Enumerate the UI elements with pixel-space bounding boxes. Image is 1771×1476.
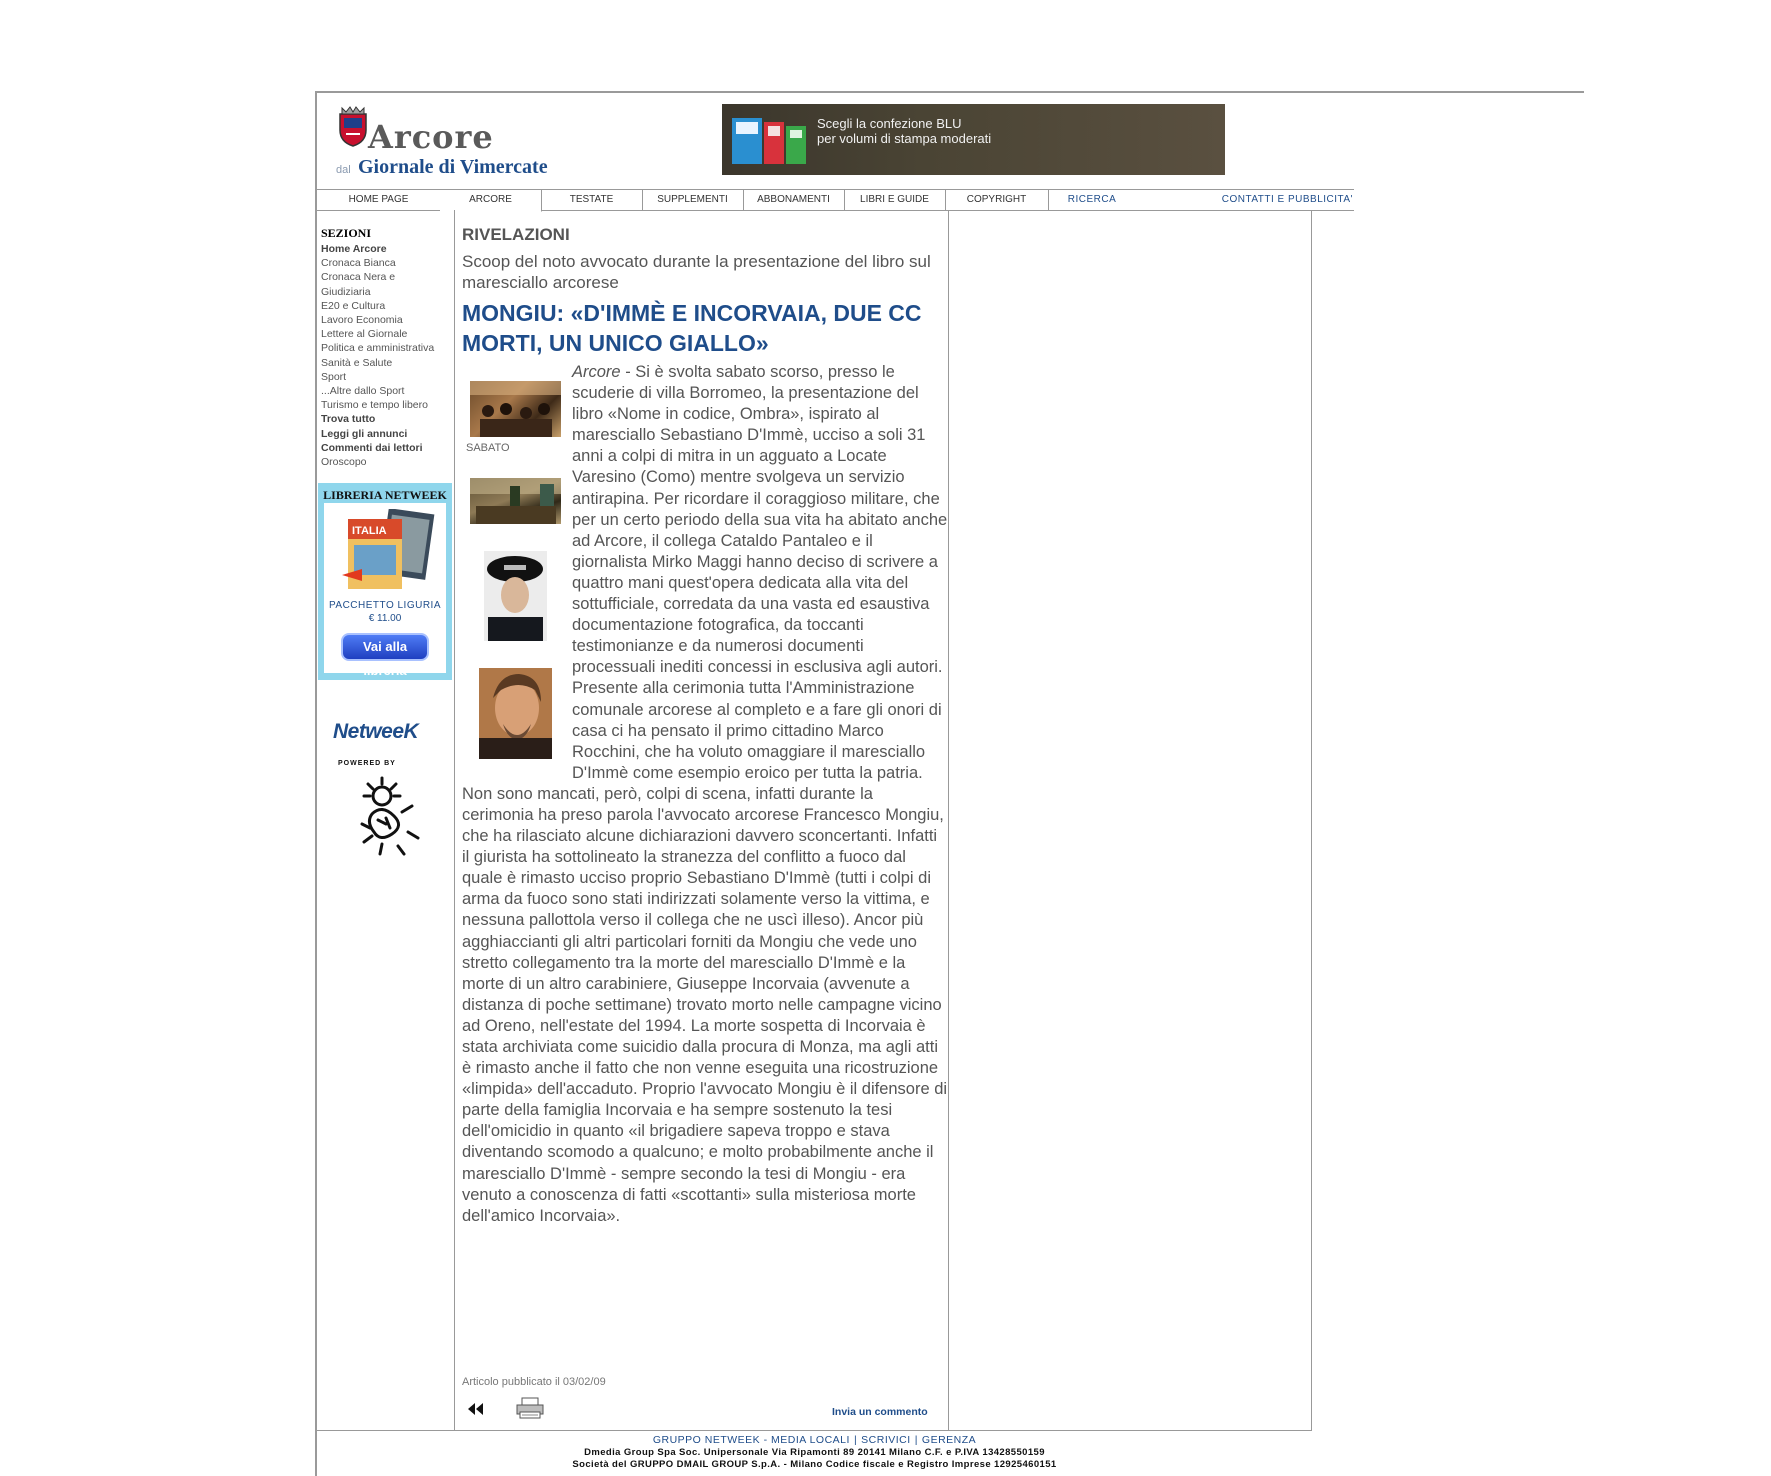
nav-copyright[interactable]: COPYRIGHT xyxy=(945,190,1049,210)
section-link[interactable]: Commenti dai lettori xyxy=(321,441,423,454)
libreria-box xyxy=(318,483,452,680)
dal-label: dal xyxy=(336,164,351,176)
article-headline: MONGIU: «D'IMMÈ E INCORVAIA, DUE CC MORTI, UN UNICO GIALLO» xyxy=(462,300,922,356)
section-link[interactable]: Sanità e Salute xyxy=(321,356,393,369)
banner-line-2: per volumi di stampa moderati xyxy=(817,131,992,146)
section-link[interactable]: E20 e Cultura xyxy=(321,299,386,312)
left-rule xyxy=(315,91,317,1476)
photo-caption: SABATO xyxy=(466,442,510,454)
bottom-rule xyxy=(317,1430,1312,1431)
nav-supplementi[interactable]: SUPPLEMENTI xyxy=(642,190,744,210)
product-boxes-icon xyxy=(730,112,810,168)
powered-by-label: POWERED BY xyxy=(338,760,396,767)
lawyer-portrait-thumbnail[interactable] xyxy=(479,668,552,759)
section-link[interactable]: Lettere al Giornale xyxy=(321,328,408,341)
article-kicker: RIVELAZIONI xyxy=(462,225,570,244)
town-name: Arcore xyxy=(368,118,494,156)
section-link[interactable]: Oroscopo xyxy=(321,456,367,469)
article-text: Si è svolta sabato scorso, presso le scuderie di villa Borromeo, la presentazione del libro «Nome in codice, Ombra», ispirato al maresciallo Sebastiano D'Immè, ucciso a soli 31 anni a colpi di mitra in un agguato a Locate Varesino (Como) mentre svolgeva un servizio antirapina. Per ricordare il coraggioso militare, che per un certo periodo della sua vita ha abitato anche ad Arcore, il collega Cataldo Pantaleo e il giornalista Mirko Maggi hanno deciso di scrivere a quattro mani quest'opera dedicata alla vita del sottufficiale, corredata da una vasta ed esaustiva documentazione fotografica, da toccanti testimonianze e da numerosi documenti processuali inediti concessi in esclusiva agli autori. Presente alla cerimonia tutta l'Amministrazione comunale arcorese al completo e a fare gli onori di casa ci ha pensato il primo cittadino Marco Rocchini, che ha voluto omaggiare il maresciallo D'Immè come esempio eroico per tutta la patria. Non sono mancati, però, colpi di scena, infatti durante la cerimonia ha preso parola l'avvocato arcorese Francesco Mongiu, che ha rilasciato alcune dichiarazioni davvero sconcertanti. Infatti il giurista ha sottolineato la stranezza del conflitto a fuoco dal quale è rimasto ucciso proprio Sebastiano D'Immè (tutti i colpi di arma da fuoco sono stati indirizzati solamente verso la vittima, e nessuna pallottola verso il collega che ne uscì illeso). Ancor più agghiaccianti gli altri particolari forniti da Mongiu che vede uno stretto collegamento tra la morte del maresciallo D'Immè e la morte di un altro carabiniere, Giuseppe Incorvaia (avvenute a distanza di poche settimane) trovato morto nelle campagne vicino ad Oreno, nell'estate del 1994. La morte sospetta di Incorvaia è stata archiviata come suicidio dalla procura di Monza, ma agli atti è rimasto anche il fatto che non venne eseguita una ricostruzione «limpida» dell'accaduto. Proprio l'avvocato Mongiu è il difensore di parte della famiglia Incorvaia e ha sempre sostenuto la tesi dell'omicidio in quanto «il brigadiere sapeva troppo e stava diventando scomodo a qualcuno; e molto probabilmente anche il maresciallo D'Immè - sempre secondo la tesi di Mongiu - era venuto a conoscenza di fatti «scottanti» sulla misteriosa morte dell'amico Incorvaia». xyxy=(462,363,948,1225)
nav-arcore[interactable]: ARCORE xyxy=(440,190,542,212)
footer-link-gerenza[interactable]: GERENZA xyxy=(921,1434,977,1446)
nav-libri-e-guide[interactable]: LIBRI E GUIDE xyxy=(844,190,946,210)
site-logo[interactable] xyxy=(334,102,584,182)
book-cover-image[interactable] xyxy=(340,509,436,595)
top-rule xyxy=(316,91,1584,93)
column-divider xyxy=(454,210,455,1430)
newspaper-name: Giornale di Vimercate xyxy=(358,156,548,178)
vai-alla-libreria-button[interactable]: Vai alla libreria xyxy=(341,633,429,661)
footer-links: GRUPPO NETWEEK - MEDIA LOCALI | SCRIVICI | GERENZA xyxy=(652,1434,977,1446)
nav-ricerca[interactable]: RICERCA xyxy=(1067,194,1117,205)
libreria-title: LIBRERIA NETWEEK xyxy=(323,488,447,502)
section-link[interactable]: Sport xyxy=(321,370,347,383)
back-arrow-icon[interactable] xyxy=(466,1402,484,1416)
ad-banner[interactable] xyxy=(722,104,1225,175)
ceremony-photo-thumbnail[interactable] xyxy=(470,478,561,524)
footer-link-gruppo[interactable]: GRUPPO NETWEEK - MEDIA LOCALI xyxy=(652,1434,850,1446)
footer-link-scrivici[interactable]: SCRIVICI xyxy=(861,1434,911,1446)
section-link[interactable]: Cronaca Nera e Giudiziaria xyxy=(321,271,396,298)
publication-date: Articolo pubblicato il 03/02/09 xyxy=(462,1376,606,1388)
event-photo-thumbnail[interactable] xyxy=(470,381,561,437)
main-nav xyxy=(317,189,1354,211)
print-icon[interactable] xyxy=(516,1397,544,1419)
article-summary: Scoop del noto avvocato durante la presentazione del libro sul maresciallo arcorese xyxy=(462,252,931,292)
nav-contatti[interactable]: CONTATTI E PUBBLICITA' xyxy=(1221,194,1353,205)
nav-abbonamenti[interactable]: ABBONAMENTI xyxy=(743,190,845,210)
section-link[interactable]: Leggi gli annunci xyxy=(321,427,408,440)
nav-home-page[interactable]: HOME PAGE xyxy=(317,190,441,210)
nav-testate[interactable]: TESTATE xyxy=(541,190,643,210)
banner-line-1: Scegli la confezione BLU xyxy=(817,116,962,131)
svg-text:ITALIA: ITALIA xyxy=(352,525,387,537)
column-divider xyxy=(1311,210,1312,1430)
article-dash: - xyxy=(620,363,636,381)
netweek-logo[interactable]: NetweeK xyxy=(333,720,419,743)
section-link[interactable]: Lavoro Economia xyxy=(321,314,403,327)
sun-logo-icon[interactable] xyxy=(352,772,424,860)
sections-menu xyxy=(321,226,451,469)
section-link[interactable]: Cronaca Bianca xyxy=(321,257,396,270)
section-link[interactable]: Politica e amministrativa xyxy=(321,342,435,355)
column-divider xyxy=(948,210,949,1430)
carabiniere-portrait-thumbnail[interactable] xyxy=(484,551,547,641)
footer-group-info: Società del GRUPPO DMAIL GROUP S.p.A. - Milano Codice fiscale e Registro Imprese 12925460151 xyxy=(572,1459,1057,1470)
article-place: Arcore xyxy=(572,363,621,381)
footer-company-info: Dmedia Group Spa Soc. Unipersonale Via Ripamonti 89 20141 Milano C.F. e P.IVA 13428550159 xyxy=(584,1447,1045,1458)
section-link[interactable]: Turismo e tempo libero xyxy=(321,399,428,412)
section-link[interactable]: ...Altre dallo Sport xyxy=(321,385,405,398)
section-link[interactable]: Home Arcore xyxy=(321,243,387,255)
section-link[interactable]: Trova tutto xyxy=(321,413,376,426)
sections-title: SEZIONI xyxy=(321,226,372,240)
product-price: € 11.00 xyxy=(368,613,402,624)
town-crest-icon xyxy=(336,104,370,148)
product-name[interactable]: PACCHETTO LIGURIA xyxy=(328,600,442,611)
invia-commento-link[interactable]: Invia un commento xyxy=(832,1406,928,1418)
